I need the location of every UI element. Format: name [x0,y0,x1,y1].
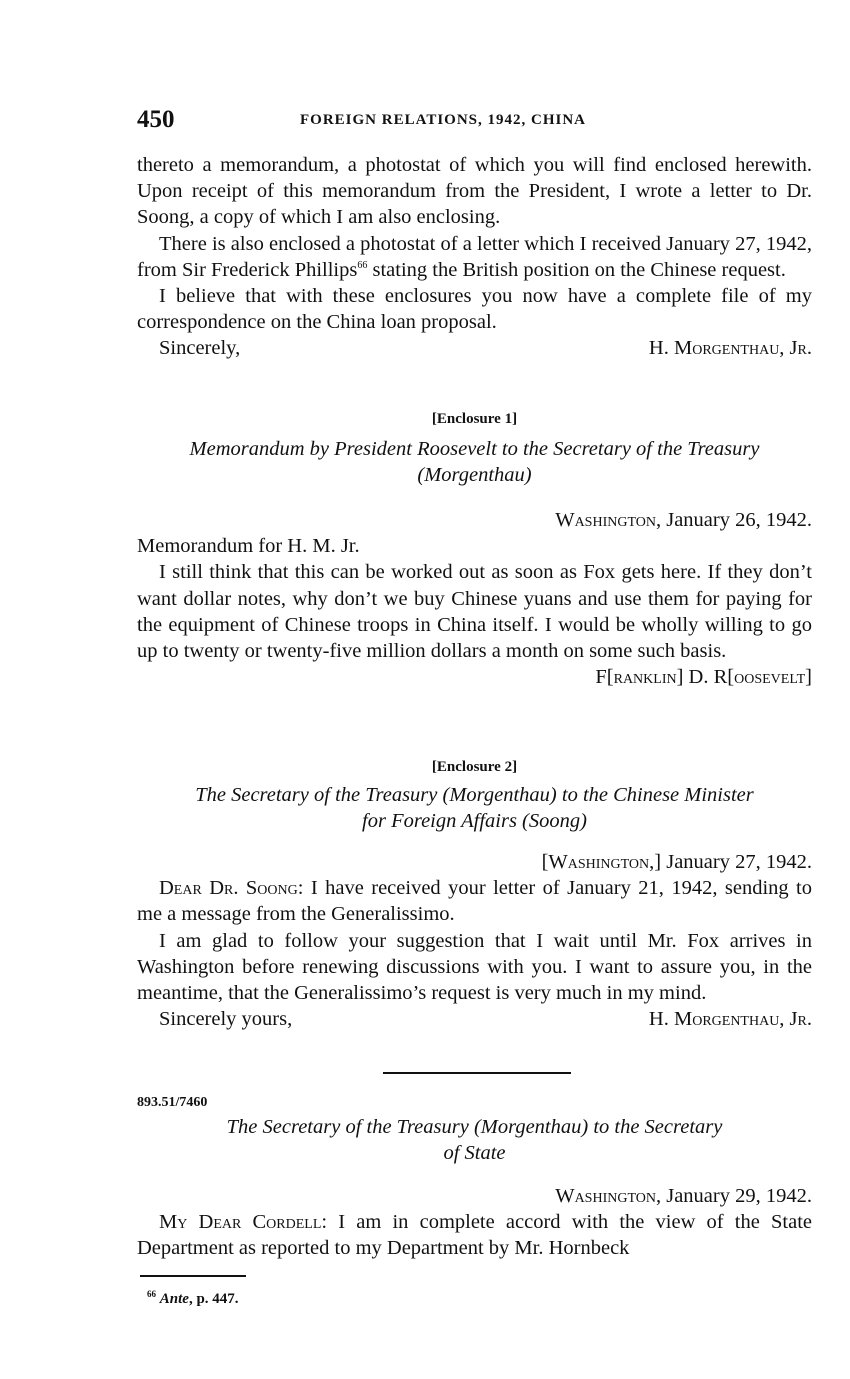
enclosure-1-heading [137,436,812,488]
footnote [147,1289,239,1308]
running-title: FOREIGN RELATIONS, 1942, CHINA [300,112,587,128]
salutation: My Dear Cordell [159,1211,322,1234]
enclosure-2 [137,754,812,780]
running-header [137,106,812,136]
signature-text: ranklin [613,666,677,689]
section-divider [383,1072,571,1074]
signature: H. Morgenthau, Jr. [648,337,812,360]
dateline [137,849,812,875]
paragraph: I believe that with these enclosures you now have a complete file of my correspondence on the China loan proposal. [137,285,812,334]
signature [137,664,812,690]
enclosure-label: [Enclosure 1] [431,411,518,427]
document-heading: of State [443,1142,506,1164]
signature-text: oosevelt [734,666,806,689]
paragraph [137,1209,812,1261]
dateline-bracket: ,] [649,851,662,873]
dateline-place: Washington [555,1185,656,1207]
paragraph-text: : I have received your letter of January 21, 1942, sending to me a message from the Generalissimo. [137,877,813,926]
enclosure-1-body [137,507,812,690]
footnote-ante: Ante [159,1291,189,1307]
footnote-divider [140,1275,246,1277]
paragraph: I am glad to follow your suggestion that I wait until Mr. Fox arrives in Washington before renewing discussions with you. I want to assure you, in the meantime, that the Generalissimo’s request is very much in my mind. [137,929,812,1005]
enclosure-2-heading [137,782,812,834]
enclosure-2-body [137,849,812,1032]
paragraph-text: stating the British position on the Chinese request. [367,258,786,281]
letter-continuation [137,152,812,361]
dateline-place: Washington [555,509,656,531]
dateline [137,1183,812,1209]
enclosure-1 [137,406,812,432]
dateline-place: Washington [548,851,650,873]
signature-text: ] D. R[ [676,666,735,689]
document-heading: (Morgenthau) [417,464,532,486]
signature-text: F[ [595,666,614,689]
closing: Sincerely yours, [159,1008,293,1031]
dateline [137,507,812,533]
dateline-date: , January 29, 1942. [655,1185,812,1207]
paragraph: thereto a memorandum, a photostat of which you will find enclosed herewith. Upon receipt of this memorandum from the President, I wrote a letter to Dr. Soong, a copy of which I am also enclosing. [137,154,812,229]
document-3-body [137,1183,812,1262]
document-heading: for Foreign Affairs (Soong) [362,810,587,832]
signoff [159,335,812,361]
salutation: Dear Dr. Soong [159,877,298,900]
document-3-heading [137,1114,812,1166]
paragraph [137,875,812,927]
document-heading: The Secretary of the Treasury (Morgenthau) to the Chinese Minister [195,784,754,806]
signature: H. Morgenthau, Jr. [648,1008,812,1031]
file-number: 893.51/7460 [137,1095,208,1110]
dateline-date: , January 26, 1942. [655,509,812,531]
document-3-file [137,1090,812,1116]
dateline-bracket: [ [541,851,549,873]
closing: Sincerely, [159,337,241,360]
footnote-marker: 66 [147,1289,156,1299]
paragraph-text: : I am in complete accord with the view of the State Department as reported to my Department by Mr. Hornbeck [137,1211,813,1260]
signoff [159,1006,812,1032]
salutation: Memorandum for H. M. Jr. [137,535,360,558]
page-number: 450 [137,106,175,133]
document-heading: Memorandum by President Roosevelt to the Secretary of the Treasury [189,438,760,460]
dateline-date: January 27, 1942. [661,851,812,873]
signature-text: ] [805,666,812,689]
document-heading: The Secretary of the Treasury (Morgenthau) to the Secretary [226,1116,723,1138]
paragraph: I still think that this can be worked out as soon as Fox gets here. If they don’t want dollar notes, why don’t we buy Chinese yuans and use them for paying for the equipment of Chinese troops in China itself. I would be wholly willing to go up to twenty or twenty-five million dollars a month on some such basis. [137,561,812,663]
paragraph [137,231,812,283]
footnote-reference: 66 [357,259,368,271]
paragraph-text: There is also enclosed a photostat of a letter which I received January 27, 1942, from Sir Frederick Phillips [137,232,812,281]
footnote-text: , p. 447. [188,1291,239,1307]
enclosure-label: [Enclosure 2] [431,759,518,775]
